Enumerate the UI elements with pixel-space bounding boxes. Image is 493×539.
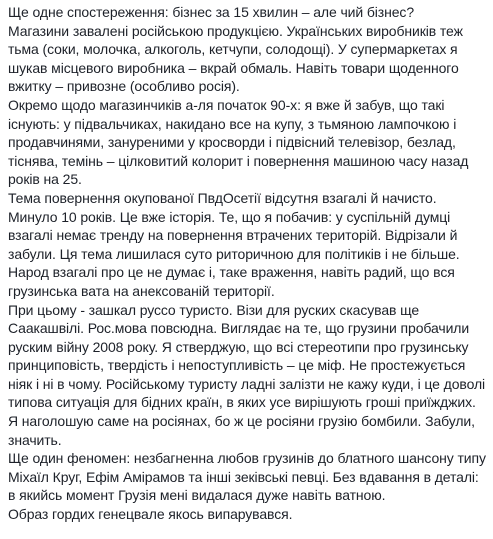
paragraph-russian-tourists: При цьому - зашкал руссо туристо. Візи для руских скасував ще Саакашвілі. Рос.мова повсюдна. Виглядає на те, що грузини пробачили руским війну 2008 року. Я стверджую, що всі стереотипи про грузинську принциповість, твердість і непоступливість – це міф. Не простежується ніяк і ні в чому. Російському туристу ладні залізти не кажу куди, і це доволі типова ситуація для бідних країн, в яких усе вирішують гроші приїжджих. Я наголошую саме на росіянах, бо ж це росіяни грузію бомбили. Забули, значить.	[8, 301, 486, 448]
paragraph-ten-years: Минуло 10 років. Це вже історія. Те, що я побачив: у суспільній думці взагалі немає тренду на повернення втрачених територій. Відрізали й забули. Ця тема лишилася суто риторичною для політиків і не більше.	[8, 208, 460, 262]
paragraph-genatsvale: Образ гордих генецвале якось випарувався.	[8, 506, 293, 523]
paragraph-business: Ще одне спостереження: бізнес за 15 хвилин – але чий бізнес? Магазини завалені російською продукцією. Українських виробників теж тьма (соки, молочка, алкоголь, кетчупи, солодощі). У супермаркетах я шукав місцевого виробника – вкрай обмаль. Навіть товари щоденного вжитку – привозне (особливо росія).	[8, 4, 463, 95]
paragraph-south-ossetia: Тема повернення окупованої ПвдОсетії відсутня взагалі й начисто.	[8, 189, 437, 206]
paragraph-people: Народ взагалі про це не думає і, таке враження, навіть радий, що вся грузинська вата на анексованій території.	[8, 264, 455, 299]
paragraph-small-shops: Окремо щодо магазинчиків а-ля початок 90-х: я вже й забув, що такі існують: у підвальчиках, накидано все на купу, з тьмяною лампочкою і продавчинями, зануреними у кросворди і підвісний телевізор, безлад, тіснява, темінь – цілковитий колорит і повернення машиною часу назад років на 25.	[8, 96, 469, 188]
paragraph-chanson: Ще один феномен: незбагненна любов грузинів до блатного шансону типу Міхаїл Круг, Ефім Амірамов та інші зеківські певці. Без вдавання в деталі: в якийсь момент Грузія мені видалася дуже навіть ватною.	[8, 450, 486, 504]
